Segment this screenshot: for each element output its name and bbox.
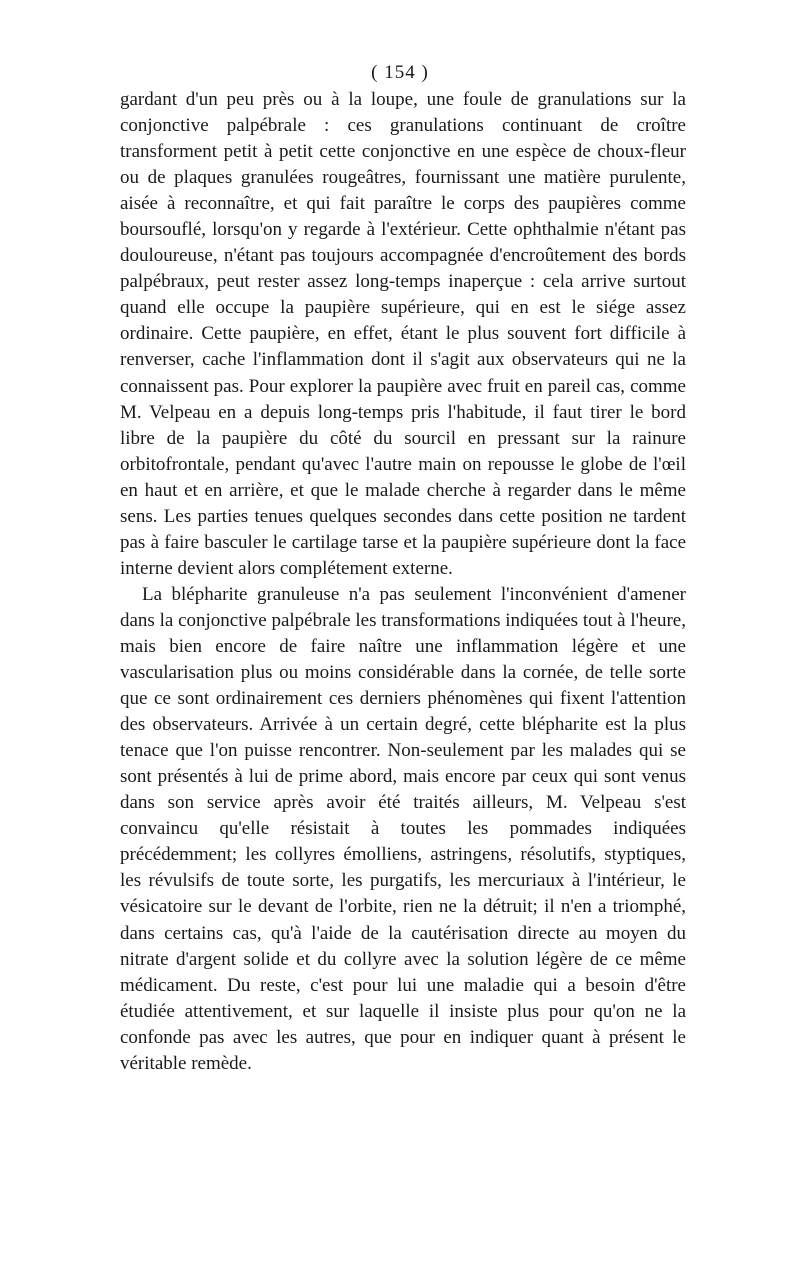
body-text xyxy=(120,87,686,1077)
paragraph-continued: gardant d'un peu près ou à la loupe, une foule de granulations sur la conjonctive palpébrale : ces granulations continuant de croître transforment petit à petit cette conjonctive en une espèce de choux-fleur ou de plaques granulées rougeâtres, fournissant une matière purulente, aisée à reconnaître, et qui fait paraître le corps des paupières comme boursouflé, lorsqu'on y regarde à l'extérieur. Cette ophthalmie n'étant pas douloureuse, n'étant pas toujours accompagnée d'encroûtement des bords palpébraux, peut rester assez long-temps inaperçue : cela arrive surtout quand elle occupe la paupière supérieure, qui en est le siége assez ordinaire. Cette paupière, en effet, étant le plus souvent fort difficile à renverser, cache l'inflammation dont il s'agit aux observateurs qui ne la connaissent pas. Pour explorer la paupière avec fruit en pareil cas, comme M. Velpeau en a depuis long-temps pris l'habitude, il faut tirer le bord libre de la paupière du côté du sourcil en pressant sur la rainure orbitofrontale, pendant qu'avec l'autre main on repousse le globe de l'œil en haut et en arrière, et que le malade cherche à regarder dans le même sens. Les parties tenues quelques secondes dans cette position ne tardent pas à faire basculer le cartilage tarse et la paupière supérieure dont la face interne devient alors complétement externe. xyxy=(120,89,686,579)
page-number: ( 154 ) xyxy=(371,62,429,83)
paragraph-blepharite: La blépharite granuleuse n'a pas seulement l'inconvénient d'amener dans la conjonctive palpébrale les transformations indiquées tout à l'heure, mais bien encore de faire naître une inflammation légère et une vascularisation plus ou moins considérable dans la cornée, de telle sorte que ce sont ordinairement ces derniers phénomènes qui fixent l'attention des observateurs. Arrivée à un certain degré, cette blépharite est la plus tenace que l'on puisse rencontrer. Non-seulement par les malades qui se sont présentés à lui de prime abord, mais encore par ceux qui sont venus dans son service après avoir été traités ailleurs, M. Velpeau s'est convaincu qu'elle résistait à toutes les pommades indiquées précédemment; les collyres émolliens, astringens, résolutifs, styptiques, les révulsifs de toute sorte, les purgatifs, les mercuriaux à l'intérieur, le vésicatoire sur le devant de l'orbite, rien ne la détruit; il n'en a triomphé, dans certains cas, qu'à l'aide de la cautérisation directe au moyen du nitrate d'argent solide et du collyre avec la solution légère de ce même médicament. Du reste, c'est pour lui une maladie qui a besoin d'être étudiée attentivement, et sur laquelle il insiste plus pour qu'on ne la confonde pas avec les autres, que pour en indiquer quant à présent le véritable remède. xyxy=(120,583,686,1074)
